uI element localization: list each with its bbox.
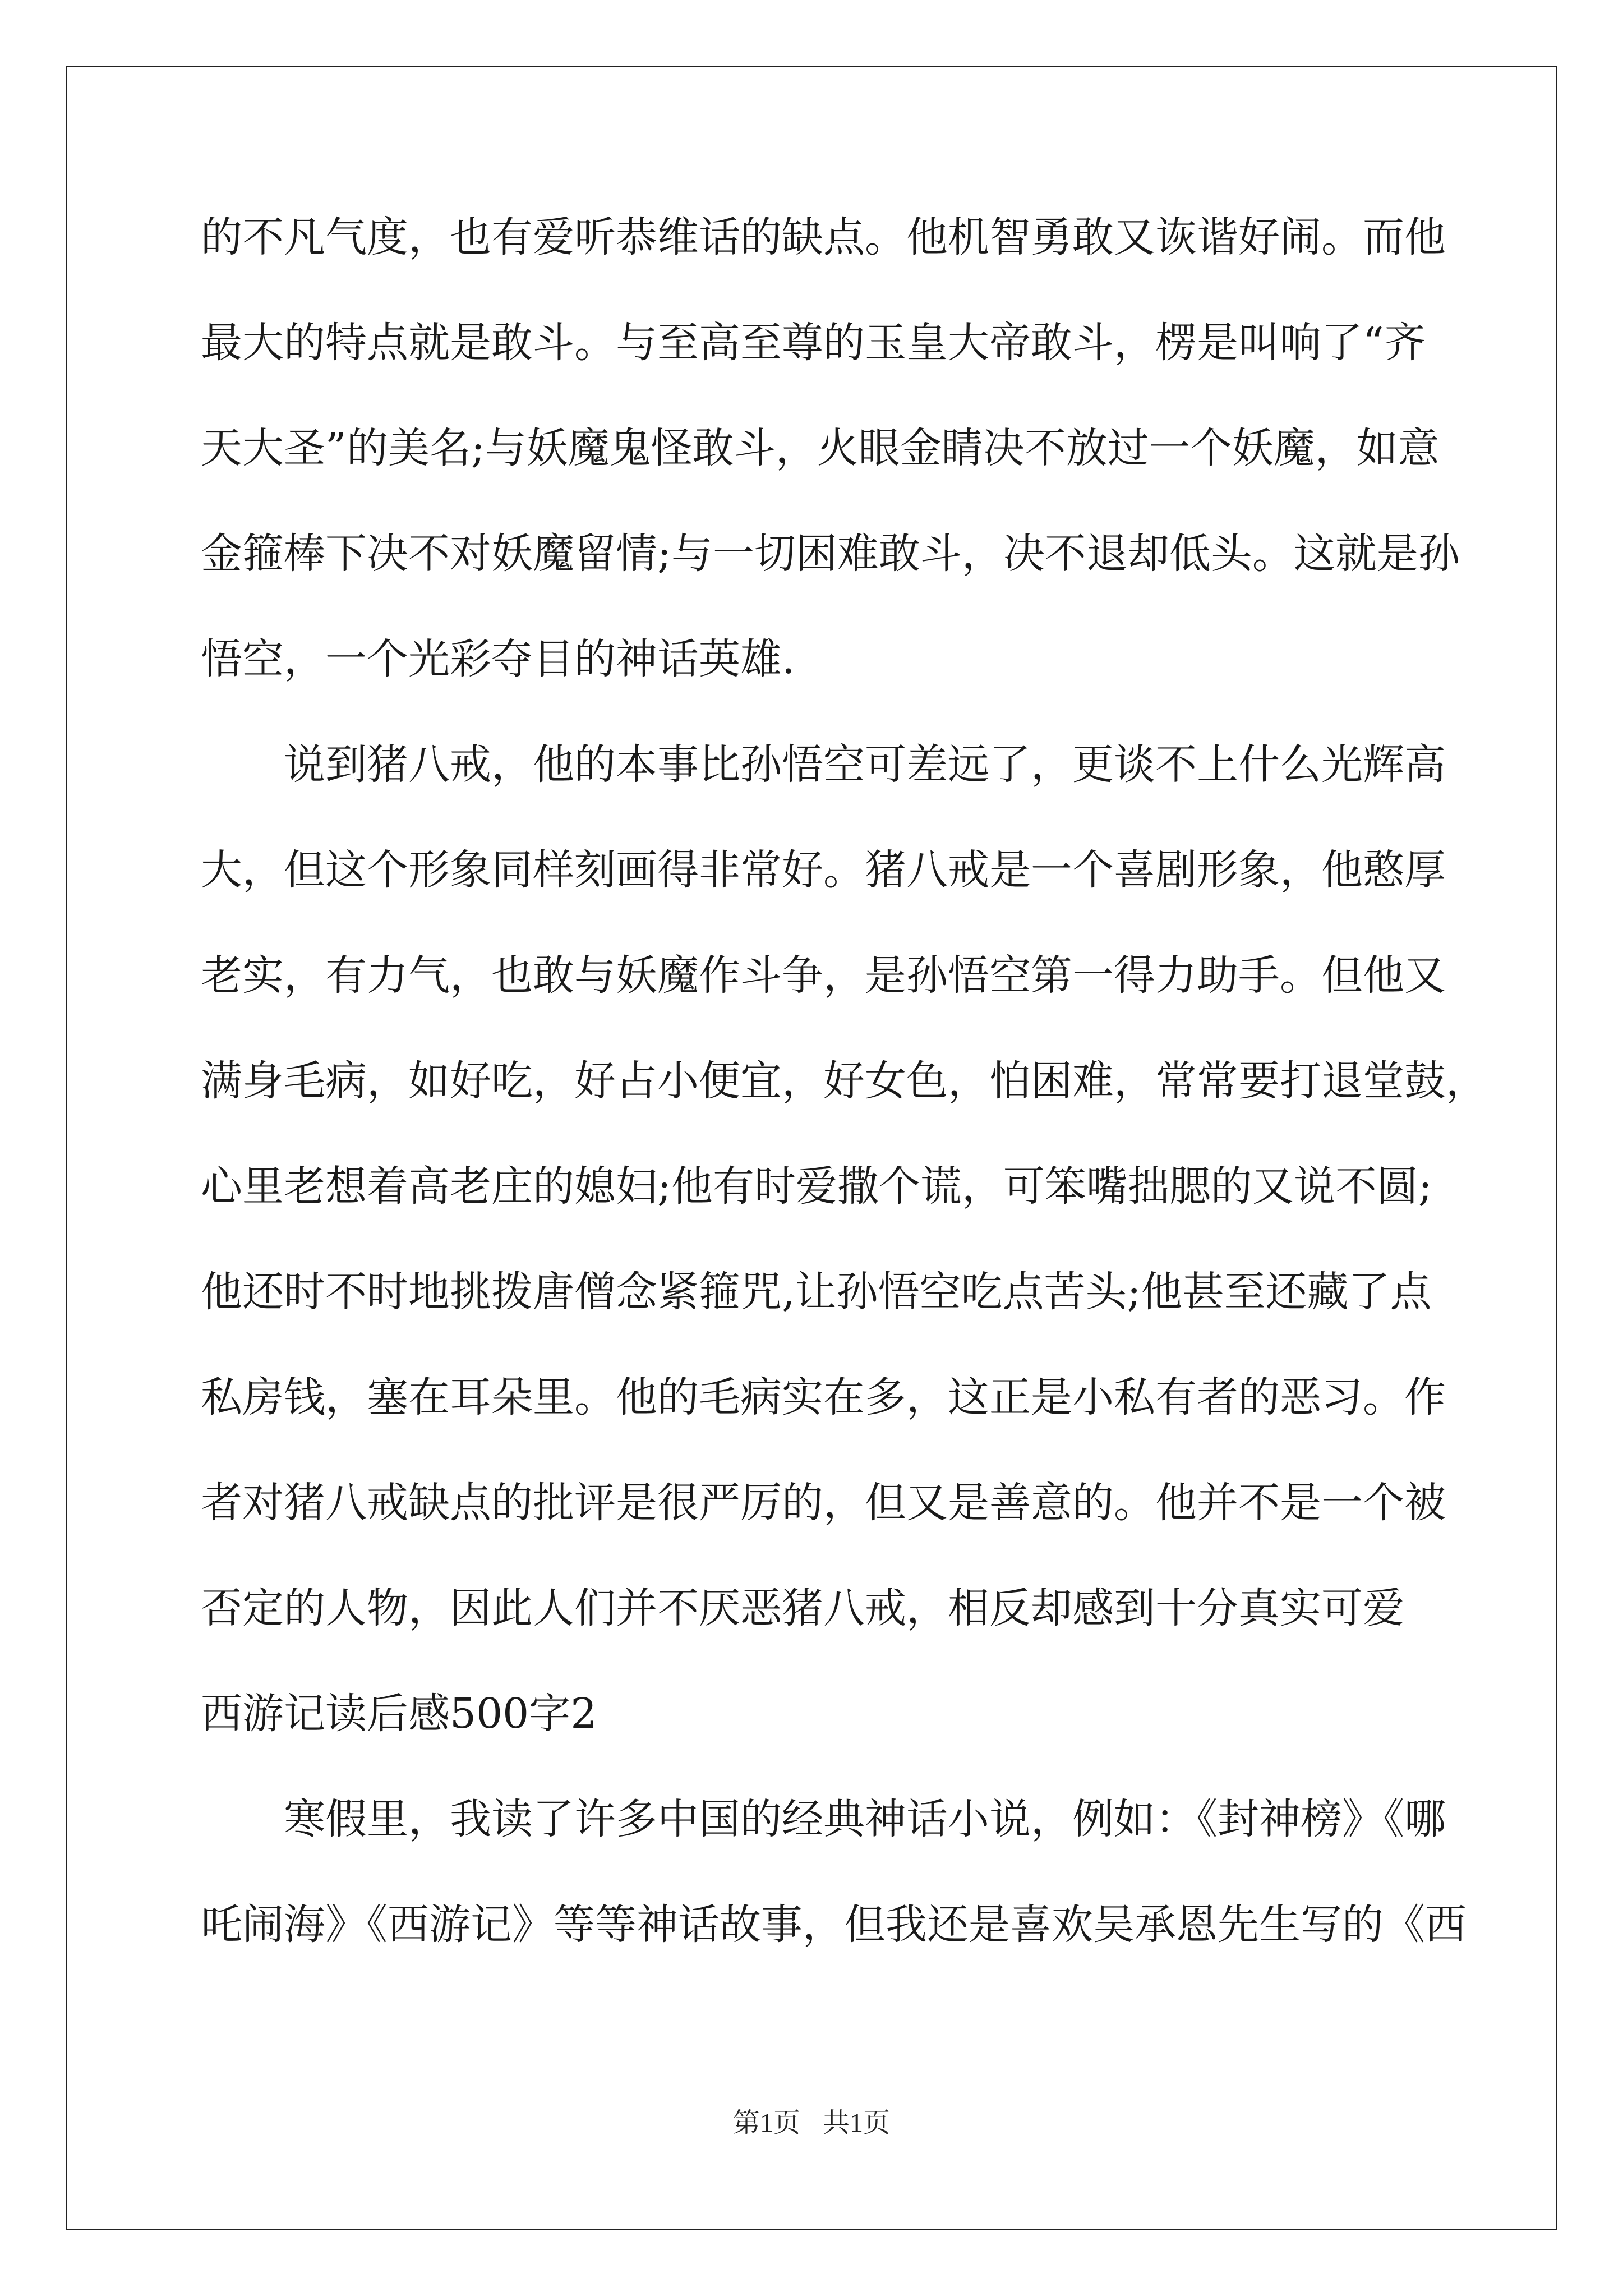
text-line: 悟空，一个光彩夺目的神话英雄. (201, 635, 795, 683)
text-line: 吒闹海》《西游记》等等神话故事，但我还是喜欢吴承恩先生写的《西 (201, 1901, 1467, 1949)
text-line: 心里老想着高老庄的媳妇;他有时爱撒个谎，可笨嘴拙腮的又说不圆; (201, 1162, 1432, 1211)
text-line: 者对猪八戒缺点的批评是很严厉的，但又是善意的。他并不是一个被 (201, 1479, 1446, 1527)
text-line: 大，但这个形象同样刻画得非常好。猪八戒是一个喜剧形象，他憨厚 (201, 846, 1446, 894)
page-footer (0, 2101, 1623, 2139)
text-line: 他还时不时地挑拨唐僧念紧箍咒,让孙悟空吃点苦头;他甚至还藏了点 (201, 1268, 1432, 1316)
text-line: 最大的特点就是敢斗。与至高至尊的玉皇大帝敢斗，楞是叫响了“齐 (201, 319, 1426, 367)
page-total: 共1页 (823, 2108, 891, 2138)
text-line: 天大圣”的美名;与妖魔鬼怪敢斗，火眼金睛决不放过一个妖魔，如意 (201, 424, 1440, 472)
text-line: 老实，有力气，也敢与妖魔作斗争，是孙悟空第一得力助手。但他又 (201, 951, 1446, 1000)
document-body (201, 206, 1487, 1999)
section-heading: 西游记读后感500字2 (201, 1690, 597, 1738)
text-line: 否定的人物，因此人们并不厌恶猪八戒，相反却感到十分真实可爱 (201, 1584, 1404, 1632)
text-line: 说到猪八戒，他的本事比孙悟空可差远了，更谈不上什么光辉高 (284, 740, 1446, 789)
page-number: 第1页 (732, 2108, 800, 2138)
text-line: 的不凡气度，也有爱听恭维话的缺点。他机智勇敢又诙谐好闹。而他 (201, 213, 1446, 261)
text-line: 金箍棒下决不对妖魔留情;与一切困难敢斗，决不退却低头。这就是孙 (201, 530, 1460, 578)
text-line: 寒假里，我读了许多中国的经典神话小说，例如：《封神榜》《哪 (284, 1795, 1446, 1843)
text-line: 私房钱，塞在耳朵里。他的毛病实在多，这正是小私有者的恶习。作 (201, 1373, 1446, 1421)
text-line: 满身毛病，如好吃，好占小便宜，好女色，怕困难，常常要打退堂鼓， (201, 1057, 1487, 1105)
